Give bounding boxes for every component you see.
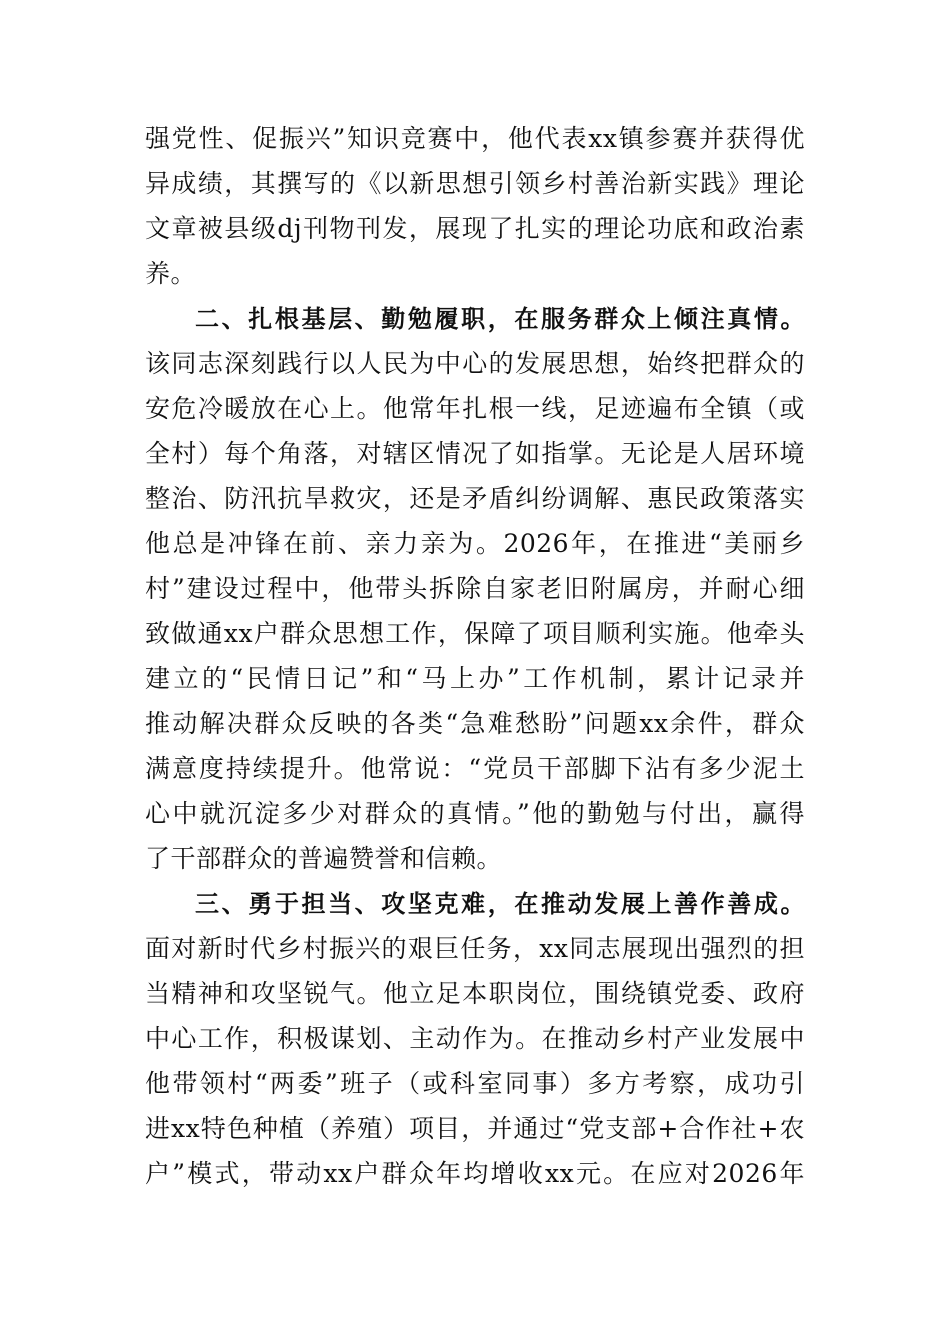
paragraph-line: 他总是冲锋在前、亲力亲为。2026年，在推进“美丽乡: [145, 529, 805, 558]
paragraph-line: 当精神和攻坚锐气。他立足本职岗位，围绕镇党委、政府: [145, 979, 805, 1008]
paragraph-line: 村”建设过程中，他带头拆除自家老旧附属房，并耐心细: [145, 574, 805, 603]
paragraph-line: 满意度持续提升。他常说：“党员干部脚下沾有多少泥土: [145, 754, 805, 783]
paragraph-line: 致做通xx户群众思想工作，保障了项目顺利实施。他牵头: [145, 619, 805, 648]
paragraph-line: 养。: [145, 259, 197, 288]
paragraph-line: 户”模式，带动xx户群众年均增收xx元。在应对2026年: [145, 1159, 805, 1188]
paragraph-line: 进xx特色种植（养殖）项目，并通过“党支部+合作社+农: [145, 1114, 805, 1143]
paragraph-line: 该同志深刻践行以人民为中心的发展思想，始终把群众的: [145, 349, 805, 378]
paragraph-line: 他带领村“两委”班子（或科室同事）多方考察，成功引: [145, 1069, 805, 1098]
paragraph-line: 面对新时代乡村振兴的艰巨任务，xx同志展现出强烈的担: [145, 934, 805, 963]
paragraph-line: 推动解决群众反映的各类“急难愁盼”问题xx余件，群众: [145, 709, 805, 738]
paragraph-line: 建立的“民情日记”和“马上办”工作机制，累计记录并: [145, 664, 805, 693]
paragraph-line: 文章被县级dj刊物刊发，展现了扎实的理论功底和政治素: [145, 214, 805, 243]
paragraph-line: 全村）每个角落，对辖区情况了如指掌。无论是人居环境: [145, 439, 805, 468]
paragraph-line: 强党性、促振兴”知识竞赛中，他代表xx镇参赛并获得优: [145, 124, 805, 153]
section-heading: 二、扎根基层、勤勉履职，在服务群众上倾注真情。: [195, 305, 805, 333]
paragraph-line: 心中就沉淀多少对群众的真情。”他的勤勉与付出，赢得: [145, 799, 805, 828]
section-heading: 三、勇于担当、攻坚克难，在推动发展上善作善成。: [195, 890, 805, 918]
paragraph-line: 安危冷暖放在心上。他常年扎根一线，足迹遍布全镇（或: [145, 394, 805, 423]
paragraph-line: 了干部群众的普遍赞誉和信赖。: [145, 844, 503, 873]
paragraph-line: 异成绩，其撰写的《以新思想引领乡村善治新实践》理论: [145, 169, 805, 198]
paragraph-line: 整治、防汛抗旱救灾，还是矛盾纠纷调解、惠民政策落实: [145, 484, 805, 513]
paragraph-line: 中心工作，积极谋划、主动作为。在推动乡村产业发展中: [145, 1024, 805, 1053]
